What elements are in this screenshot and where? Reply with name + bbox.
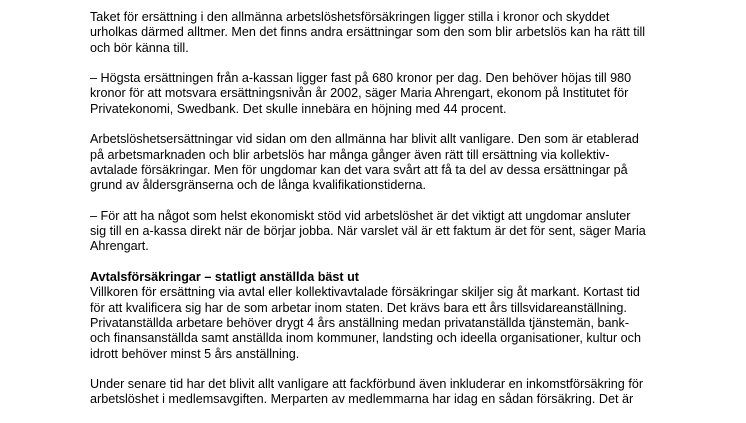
paragraph-income-insurance: Under senare tid har det blivit allt vanligare att fackförbund även inkluderar en inkomstförsäkring för arbetslöshet i medlemsavgiften. Merparten av medlemmarna har idag en sådan försäkring. Det är — [90, 377, 644, 407]
paragraph-agreement-conditions: Villkoren för ersättning via avtal eller kollektivavtalade försäkringar skiljer sig åt markant. Kortast tid för att kvalificera sig har de som arbetar inom staten. Det krävs bara ett års tillsvidareanställning. Privatanställda arbetare behöver drygt 4 års anställning medan privatanställda tjänstemän, bank- och finansanställda samt anställda inom kommuner, landsting och ideella organisationer, kultur och idrott behöver minst 5 års anställning. — [90, 285, 641, 361]
paragraph-quote-ahrengart-1: – Högsta ersättningen från a-kassan ligger fast på 680 kronor per dag. Den behöver höjas till 980 kronor för att motsvara ersättningsnivån år 2002, säger Maria Ahrengart, ekonom på Institutet för Privatekonomi, Swedbank. Det skulle innebära en höjning med 44 procent. — [90, 71, 632, 116]
section-heading: Avtalsförsäkringar – statligt anställda bäst ut — [90, 270, 359, 285]
document-body — [90, 10, 710, 423]
paragraph-unemployment-benefits: Arbetslöshetsersättningar vid sidan om den allmänna har blivit allt vanligare. Den som är etablerad på arbetsmarknaden och blir arbetslös har många gånger även rätt till ersättning via kollektiv- avtalade försäkringar. Men för ungdomar kan det vara svårt att få ta del av dessa ersättningar på grund av åldersgränserna och de långa kvalifikationstiderna. — [90, 132, 639, 193]
paragraph-intro: Taket för ersättning i den allmänna arbetslöshetsförsäkringen ligger stilla i kronor och skyddet urholkas därmed alltmer. Men det finns andra ersättningar som den som blir arbetslös kan ha rätt till och bör känna till. — [90, 10, 646, 55]
paragraph-quote-ahrengart-2: – För att ha något som helst ekonomiskt stöd vid arbetslöshet är det viktigt att ungdomar ansluter sig till en a-kassa direkt när de börjar jobba. När varslet väl är ett faktum är det för sent, säger Maria Ahrengart. — [90, 208, 646, 254]
